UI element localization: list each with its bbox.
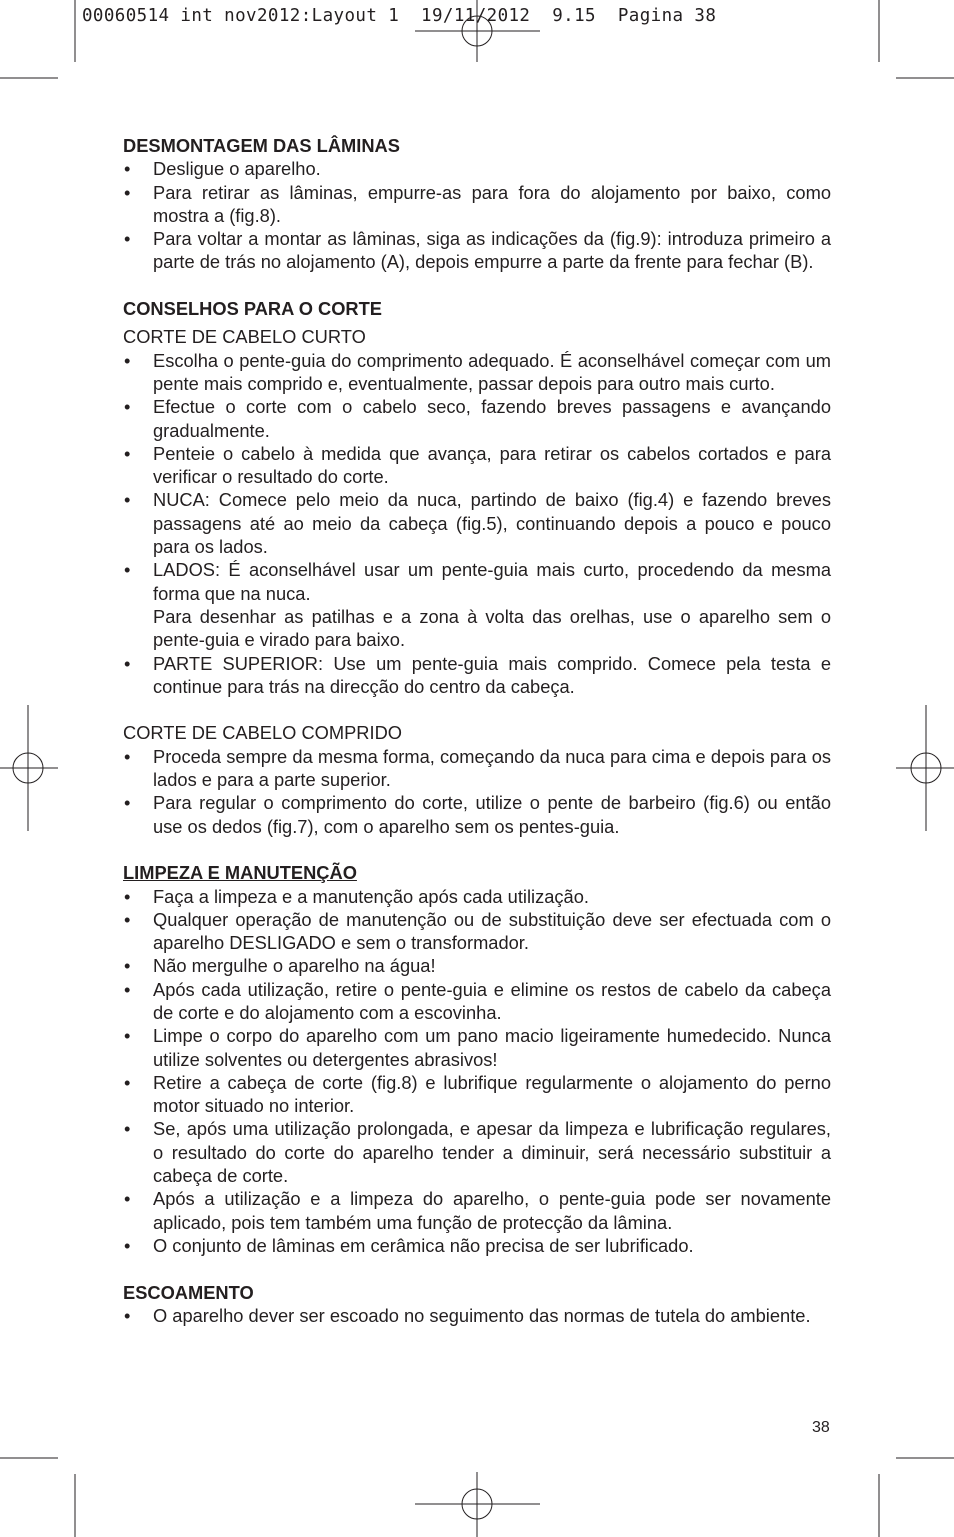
bullet-icon: • [124, 349, 131, 371]
list-item [123, 908, 831, 955]
list-item [123, 652, 831, 699]
document-body [123, 134, 831, 1350]
list-item-text: Limpe o corpo do aparelho com um pano macio ligeiramente humedecido. Nunca utilize solventes ou detergentes abrasivos! [153, 1025, 831, 1070]
bullet-icon: • [124, 228, 131, 250]
list-item-text: Efectue o corte com o cabelo seco, fazendo breves passagens e avançando gradualmente. [153, 396, 831, 441]
bullet-icon: • [124, 158, 131, 180]
list-item [123, 1071, 831, 1118]
list-item-text: Proceda sempre da mesma forma, começando da nuca para cima e depois para os lados e para a parte superior. [153, 745, 831, 791]
list-item-text: PARTE SUPERIOR: Use um pente-guia mais comprido. Comece pela testa e continue para trás na direcção do centro da cabeça. [153, 652, 831, 697]
list-item [123, 1234, 831, 1257]
list-item-text: Qualquer operação de manutenção ou de substituição deve ser efectuada com o aparelho DESLIGADO e sem o transformador. [153, 908, 831, 954]
list-item [123, 157, 831, 180]
bullet-icon: • [124, 1234, 131, 1256]
bullet-icon: • [124, 442, 131, 464]
bullet-icon: • [124, 181, 131, 203]
registration-mark-right [896, 705, 954, 831]
bullet-icon: • [124, 559, 131, 581]
bullet-icon: • [124, 978, 131, 1000]
list-item-text: Para voltar a montar as lâminas, siga as indicações da (fig.9): introduza primeiro a parte de trás no alojamento (A), depois empurre a parte da frente para fechar (B). [153, 228, 831, 273]
list-item [123, 885, 831, 908]
bullet-icon: • [124, 1188, 131, 1210]
bullet-icon: • [124, 908, 131, 930]
list-item-text: Não mergulhe o aparelho na água! [153, 955, 436, 977]
bullet-icon: • [124, 1118, 131, 1140]
list-item [123, 745, 831, 792]
list-item-text: Escolha o pente-guia do comprimento adequado. É aconselhável começar com um pente mais comprido e, eventualmente, passar depois para outro mais curto. [153, 349, 831, 394]
list-item [123, 442, 831, 489]
list-item [123, 791, 831, 838]
section-heading: DESMONTAGEM DAS LÂMINAS [123, 135, 400, 156]
list-item [123, 978, 831, 1025]
section [123, 297, 831, 838]
page-number: 38 [812, 1419, 830, 1436]
list-item [123, 349, 831, 396]
bullet-icon: • [124, 885, 131, 907]
bullet-list [123, 745, 831, 838]
bullet-icon: • [124, 652, 131, 674]
bullet-icon: • [124, 1304, 131, 1326]
list-item [123, 395, 831, 442]
list-item-text: Retire a cabeça de corte (fig.8) e lubrifique regularmente o alojamento do perno motor situado no interior. [153, 1071, 831, 1117]
subsection-heading: CORTE DE CABELO COMPRIDO [123, 722, 403, 744]
section [123, 1281, 831, 1328]
list-item-text: Para desenhar as patilhas e a zona à volta das orelhas, use o aparelho sem o pente-guia e virado para baixo. [153, 605, 831, 651]
bullet-icon: • [124, 396, 131, 418]
bullet-icon: • [124, 792, 131, 814]
list-item-text: Penteie o cabelo à medida que avança, para retirar os cabelos cortados e para verificar o resultado do corte. [153, 442, 831, 488]
section-heading: CONSELHOS PARA O CORTE [123, 298, 382, 320]
bullet-list [123, 885, 831, 1258]
list-item [123, 1304, 831, 1327]
registration-mark-bottom [415, 1472, 540, 1537]
list-item-text: NUCA: Comece pelo meio da nuca, partindo de baixo (fig.4) e fazendo breves passagens até ao meio da cabeça (fig.5), continuando depois a pouco e pouco para os lados. [153, 489, 831, 558]
bullet-list [123, 1304, 831, 1327]
section [123, 134, 831, 274]
list-item [123, 1024, 831, 1071]
bullet-list [123, 349, 831, 698]
list-item-text: O aparelho dever ser escoado no seguimento das normas de tutela do ambiente. [153, 1304, 811, 1326]
list-item [123, 1117, 831, 1187]
list-item-text: Faça a limpeza e a manutenção após cada utilização. [153, 885, 589, 907]
list-item [123, 181, 831, 228]
list-item-text: O conjunto de lâminas em cerâmica não precisa de ser lubrificado. [153, 1234, 694, 1256]
list-item-text: Para regular o comprimento do corte, utilize o pente de barbeiro (fig.6) ou então use os dedos (fig.7), com o aparelho sem os pentes-guia. [153, 792, 831, 837]
list-item-text: Desligue o aparelho. [153, 158, 321, 180]
list-item [123, 558, 831, 651]
bullet-list [123, 157, 831, 273]
list-item-text: Após a utilização e a limpeza do aparelho, o pente-guia pode ser novamente aplicado, pois tem também uma função de protecção da lâmina. [153, 1188, 831, 1233]
bullet-icon: • [124, 1025, 131, 1047]
list-item [123, 488, 831, 558]
bullet-icon: • [124, 1071, 131, 1093]
list-item-text: Após cada utilização, retire o pente-guia e elimine os restos de cabelo da cabeça de corte e do alojamento com a escovinha. [153, 978, 831, 1023]
section-heading: LIMPEZA E MANUTENÇÃO [123, 862, 357, 884]
bullet-icon: • [124, 745, 131, 767]
section [123, 861, 831, 1257]
bullet-icon: • [124, 955, 131, 977]
list-item [123, 227, 831, 274]
list-item [123, 954, 831, 977]
subsection-heading: CORTE DE CABELO CURTO [123, 326, 366, 348]
print-slug-line: 00060514 int nov2012:Layout 1 19/11/2012 9.15 Pagina 38 [82, 6, 717, 26]
list-item [123, 1187, 831, 1234]
list-item-text: Se, após uma utilização prolongada, e apesar da limpeza e lubrificação regulares, o resultado do corte do aparelho tender a diminuir, será necessário substituir a cabeça de corte. [153, 1118, 831, 1187]
bullet-icon: • [124, 489, 131, 511]
registration-mark-left [0, 705, 58, 831]
section-heading: ESCOAMENTO [123, 1281, 254, 1303]
list-item-text: Para retirar as lâminas, empurre-as para fora do alojamento por baixo, como mostra a (fig.8). [153, 181, 831, 226]
list-item-text: LADOS: É aconselhável usar um pente-guia mais curto, procedendo da mesma forma que na nuca. [153, 559, 831, 604]
